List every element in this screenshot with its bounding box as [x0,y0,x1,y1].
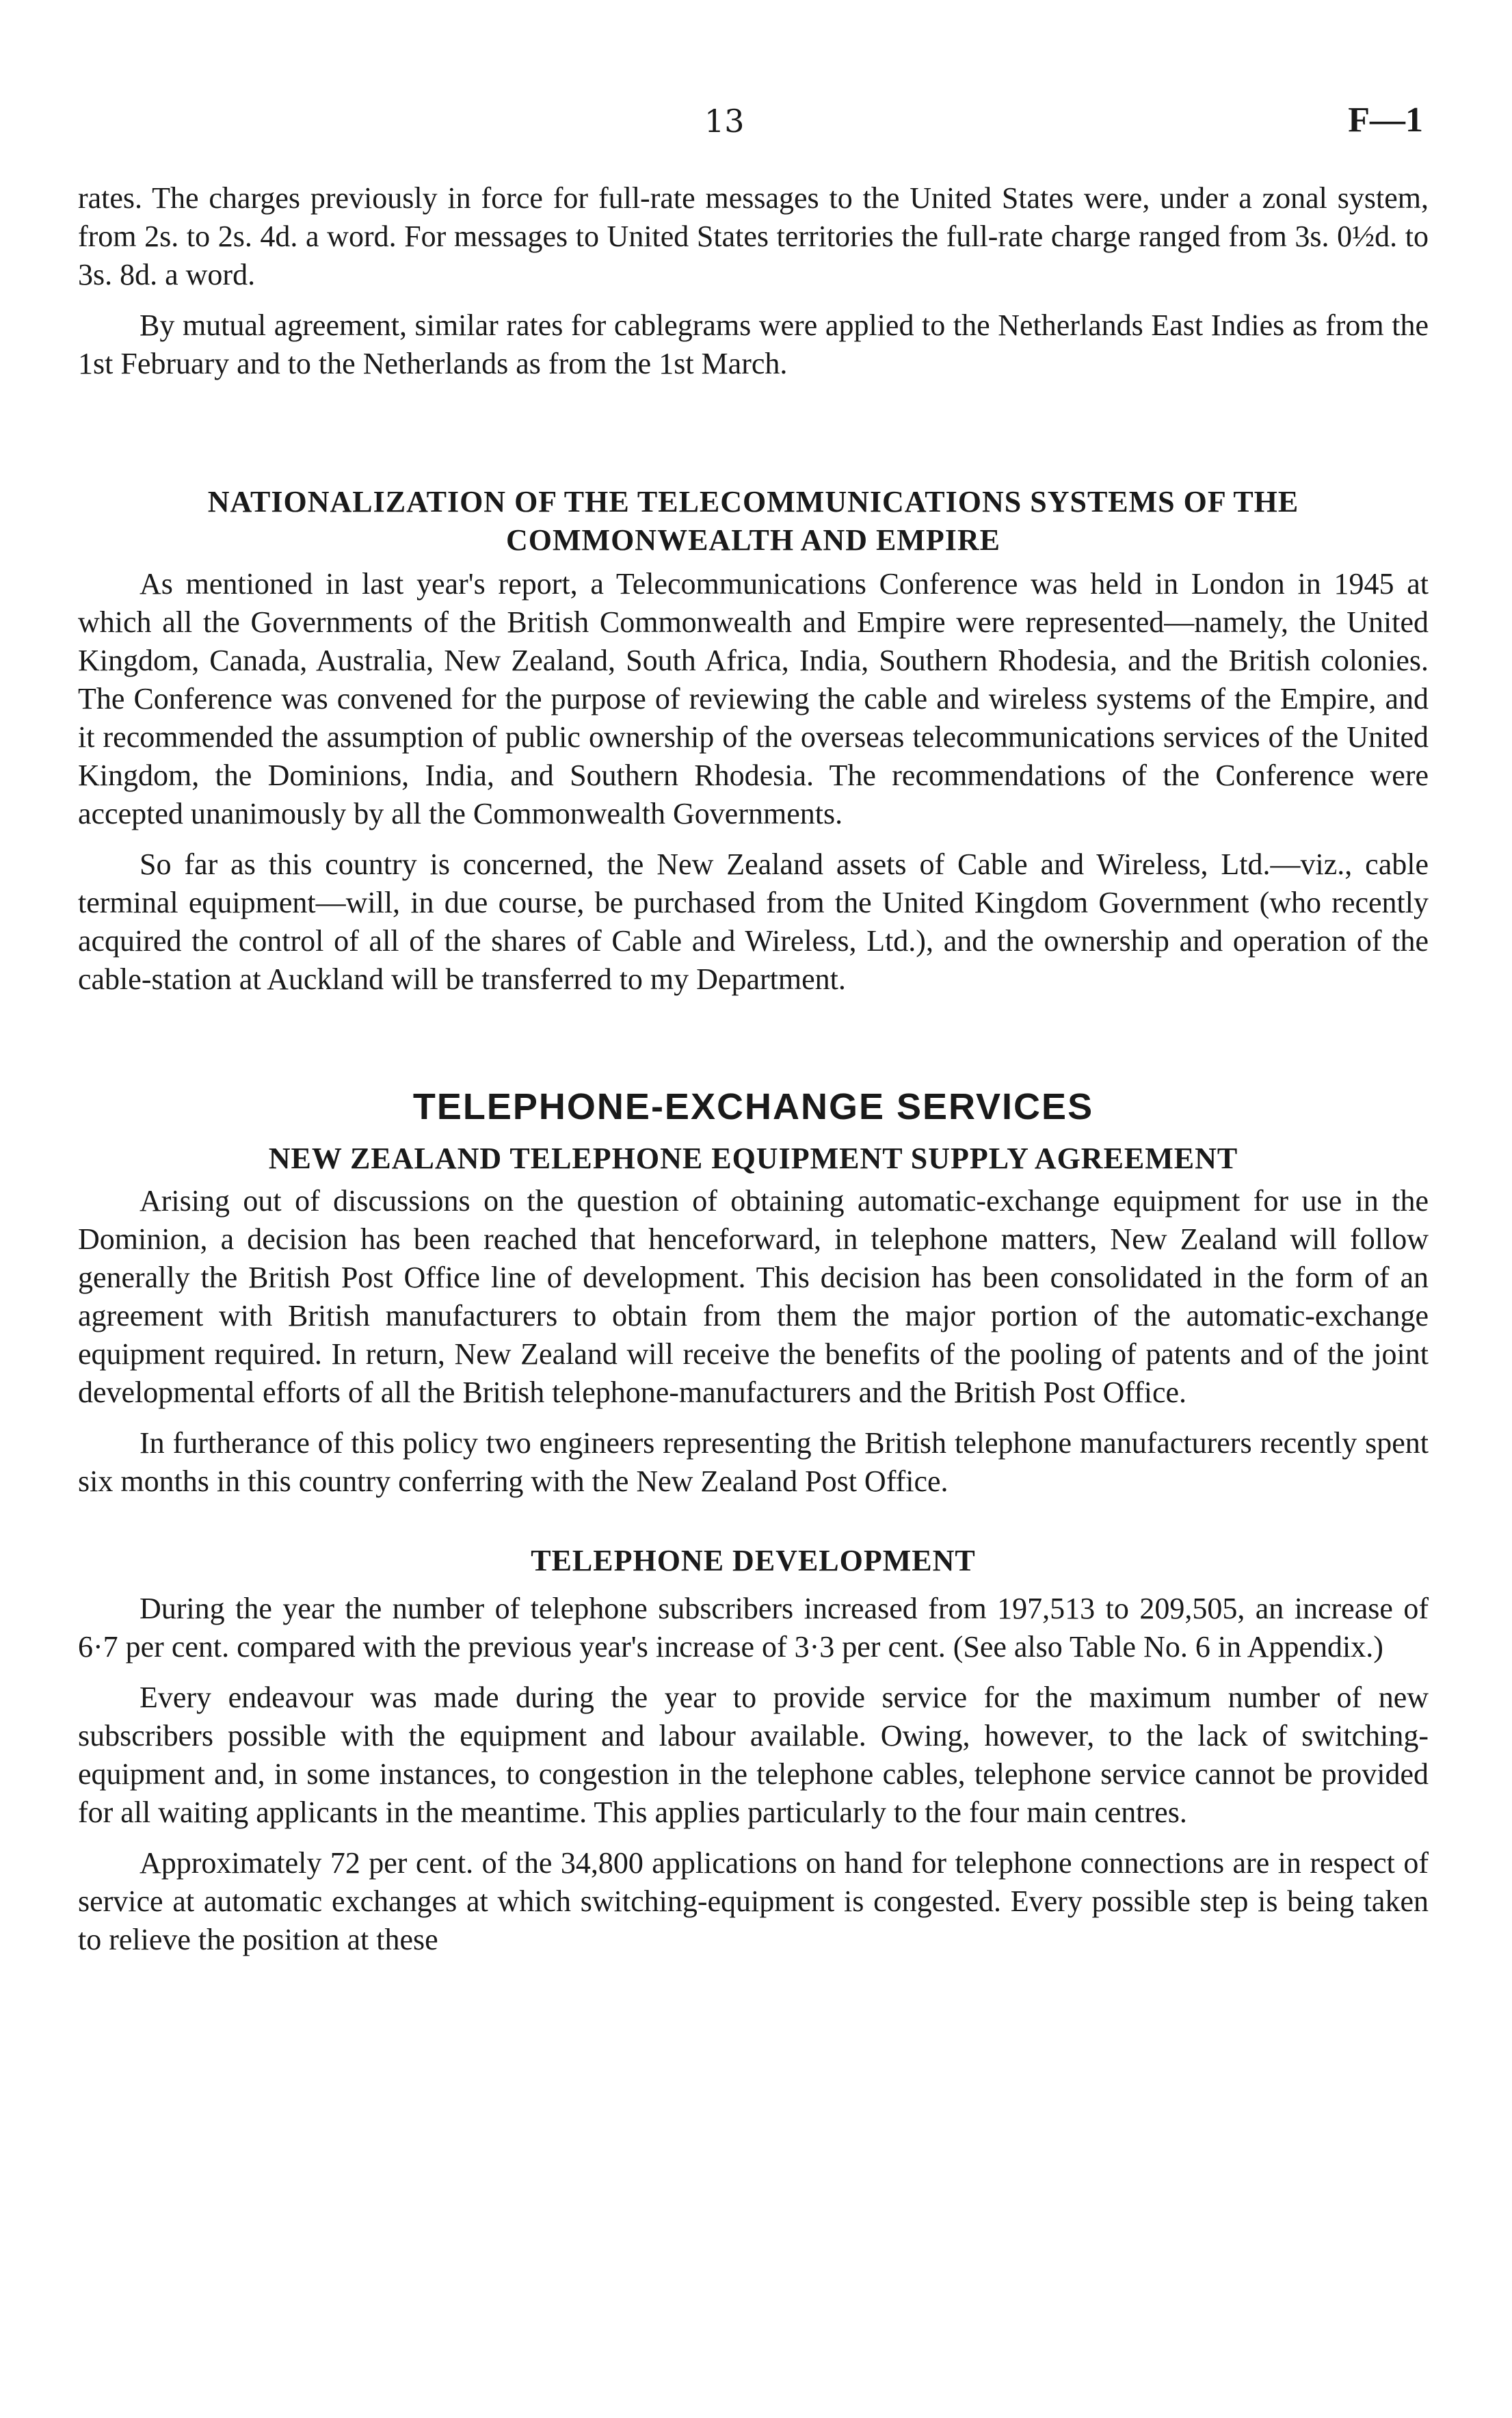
telephone-development-paragraph-1: During the year the number of telephone subscribers increased from 197,513 to 209,505, an increase of 6·7 per cent. compared with the previous year's increase of 3·3 per cent. (See also Table No. 6 in Appendix.) [78,1592,1429,1664]
telephone-exchange-services-heading: TELEPHONE-EXCHANGE SERVICES [412,1086,1094,1127]
supply-agreement-paragraph-1: Arising out of discussions on the question of obtaining automatic-exchange equipment for use in the Dominion, a decision has been reached that henceforward, in telephone matters, New Zealand will follow generally the British Post Office line of development. This decision has been consolidated in the form of an agreement with British manufacturers to obtain from them the major portion of the automatic-exchange equipment required. In return, New Zealand will receive the benefits of the pooling of patents and of the joint developmental efforts of all the British telephone-manufacturers and the British Post Office. [78,1184,1429,1409]
page-header [0,103,1512,144]
telephone-development-heading: TELEPHONE DEVELOPMENT [531,1544,976,1577]
nationalization-heading [78,483,1429,560]
document-reference: F—1 [1348,101,1423,140]
nationalization-heading-line-2: COMMONWEALTH AND EMPIRE [506,523,1000,557]
intro-paragraph-2: By mutual agreement, similar rates for cablegrams were applied to the Netherlands East Indies as from the 1st February and to the Netherlands as from the 1st March. [78,308,1429,380]
page-body [78,179,1429,1959]
page-number: 13 [704,103,745,140]
telephone-development-paragraph-2: Every endeavour was made during the year to provide service for the maximum number of new subscribers possible with the equipment and labour available. Owing, however, to the lack of switching-equipment and, in some instances, to congestion in the telephone cables, telephone service cannot be provided for all waiting applicants in the meantime. This applies particularly to the four main centres. [78,1681,1429,1829]
nationalization-paragraph-1: As mentioned in last year's report, a Telecommunications Conference was held in London in 1945 at which all the Governments of the British Commonwealth and Empire were represented—namely, the United Kingdom, Canada, Australia, New Zealand, South Africa, India, Southern Rhodesia, and the British colonies. The Conference was convened for the purpose of reviewing the cable and wireless systems of the Empire, and it recommended the assumption of public ownership of the overseas telecommunications services of the United Kingdom, the Dominions, India, and Southern Rhodesia. The recommendations of the Conference were accepted unanimously by all the Commonwealth Governments. [78,567,1429,830]
nationalization-heading-line-1: NATIONALIZATION OF THE TELECOMMUNICATIONS SYSTEMS OF THE [207,485,1299,518]
supply-agreement-paragraph-2: In furtherance of this policy two engineers representing the British telephone manufacturers recently spent six months in this country conferring with the New Zealand Post Office. [78,1426,1429,1498]
nationalization-paragraph-2: So far as this country is concerned, the New Zealand assets of Cable and Wireless, Ltd.—viz., cable terminal equipment—will, in due course, be purchased from the United Kingdom Government (who recently acquired the control of all of the shares of Cable and Wireless, Ltd.), and the ownership and operation of the cable-station at Auckland will be transferred to my Department. [78,847,1429,996]
telephone-development-paragraph-3: Approximately 72 per cent. of the 34,800 applications on hand for telephone connections are in respect of service at automatic exchanges at which switching-equipment is congested. Every possible step is being taken to relieve the position at these [78,1846,1429,1956]
intro-paragraph-1: rates. The charges previously in force for full-rate messages to the United States were, under a zonal system, from 2s. to 2s. 4d. a word. For messages to United States territories the full-rate charge ranged from 3s. 0½d. to 3s. 8d. a word. [78,181,1429,291]
supply-agreement-heading: NEW ZEALAND TELEPHONE EQUIPMENT SUPPLY AGREEMENT [268,1142,1238,1175]
